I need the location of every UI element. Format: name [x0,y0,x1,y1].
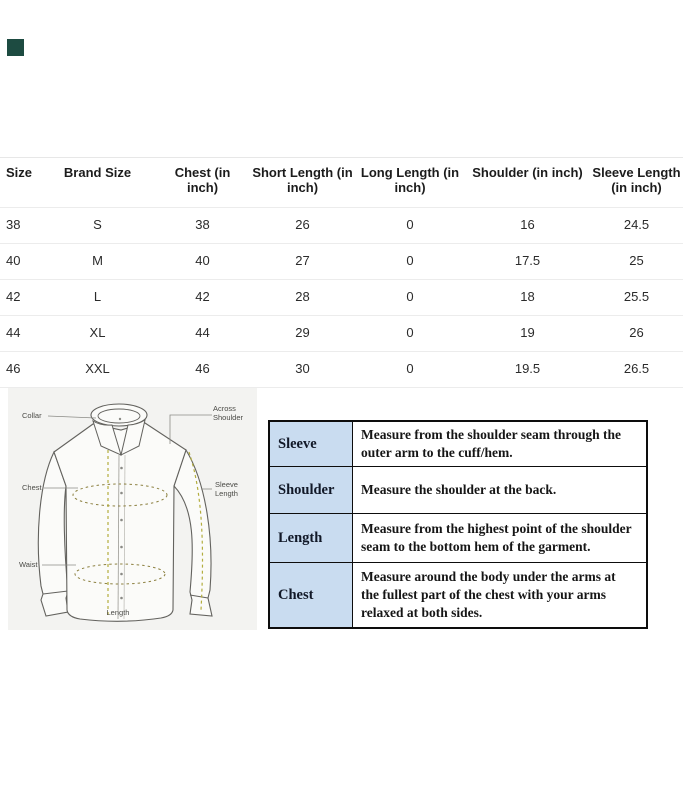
diagram-label-collar: Collar [22,411,42,420]
measure-description-sleeve: Measure from the shoulder seam through the outer arm to the cuff/hem. [353,421,648,467]
cell-chest: 38 [195,217,210,233]
col-header-long-length: Long Length (in inch) [360,165,460,195]
table-row [269,421,647,467]
cell-size: 40 [6,253,21,269]
cell-chest: 42 [195,289,210,305]
diagram-label-length: Length [106,608,130,617]
cell-size: 42 [6,289,21,305]
measure-term-sleeve: Sleeve [269,421,353,467]
cell-shoulder: 18 [520,289,535,305]
cell-size: 38 [6,217,21,233]
diagram-label-waist: Waist [19,560,38,569]
cell-short-length: 27 [295,253,310,269]
measure-term-shoulder: Shoulder [269,467,353,514]
diagram-label-chest: Chest [22,483,42,492]
col-header-shoulder: Shoulder (in inch) [472,165,583,180]
cell-sleeve-length: 25 [629,253,644,269]
col-header-sleeve-length: Sleeve Length (in inch) [592,165,681,195]
shirt-measurement-diagram [8,388,257,630]
col-header-chest: Chest (in inch) [174,165,231,195]
color-swatch [7,39,24,56]
cell-short-length: 29 [295,325,310,341]
cell-chest: 46 [195,361,210,377]
measurement-guide-table [268,420,648,629]
table-row [269,514,647,563]
table-row [0,208,683,244]
col-header-brand-size: Brand Size [63,165,132,180]
cell-sleeve-length: 26 [629,325,644,341]
table-row [269,563,647,629]
cell-short-length: 30 [295,361,310,377]
cell-shoulder: 19.5 [514,361,541,377]
measure-description-shoulder: Measure the shoulder at the back. [353,467,648,514]
cell-chest: 44 [195,325,210,341]
shirt-illustration [8,388,257,630]
cell-brand-size: XXL [85,361,110,377]
table-row [0,352,683,388]
cell-sleeve-length: 24.5 [623,217,650,233]
size-chart-table [0,157,683,388]
cell-size: 46 [6,361,21,377]
cell-chest: 40 [195,253,210,269]
cell-shoulder: 17.5 [514,253,541,269]
cell-long-length: 0 [406,217,414,233]
cell-size: 44 [6,325,21,341]
table-row [0,244,683,280]
cell-shoulder: 19 [520,325,535,341]
cell-brand-size: M [92,253,103,269]
size-chart-header-row [0,158,683,208]
cell-long-length: 0 [406,325,414,341]
cell-brand-size: L [93,289,102,305]
cell-sleeve-length: 25.5 [623,289,650,305]
diagram-label-sleeve-length: Sleeve Length [215,480,238,499]
cell-long-length: 0 [406,289,414,305]
cell-brand-size: S [93,217,102,233]
cell-long-length: 0 [406,253,414,269]
cell-long-length: 0 [406,361,414,377]
diagram-label-across-shoulder: Across Shoulder [213,404,244,423]
col-header-size: Size [6,165,33,180]
measure-term-length: Length [269,514,353,563]
table-row [0,280,683,316]
cell-brand-size: XL [89,325,106,341]
cell-shoulder: 16 [520,217,535,233]
measure-description-chest: Measure around the body under the arms at the fullest part of the chest with your arms relaxed at both sides. [353,563,648,629]
measure-description-length: Measure from the highest point of the shoulder seam to the bottom hem of the garment. [353,514,648,563]
measure-term-chest: Chest [269,563,353,629]
cell-sleeve-length: 26.5 [623,361,650,377]
table-row [0,316,683,352]
cell-short-length: 28 [295,289,310,305]
table-row [269,467,647,514]
col-header-short-length: Short Length (in inch) [252,165,353,195]
cell-short-length: 26 [295,217,310,233]
